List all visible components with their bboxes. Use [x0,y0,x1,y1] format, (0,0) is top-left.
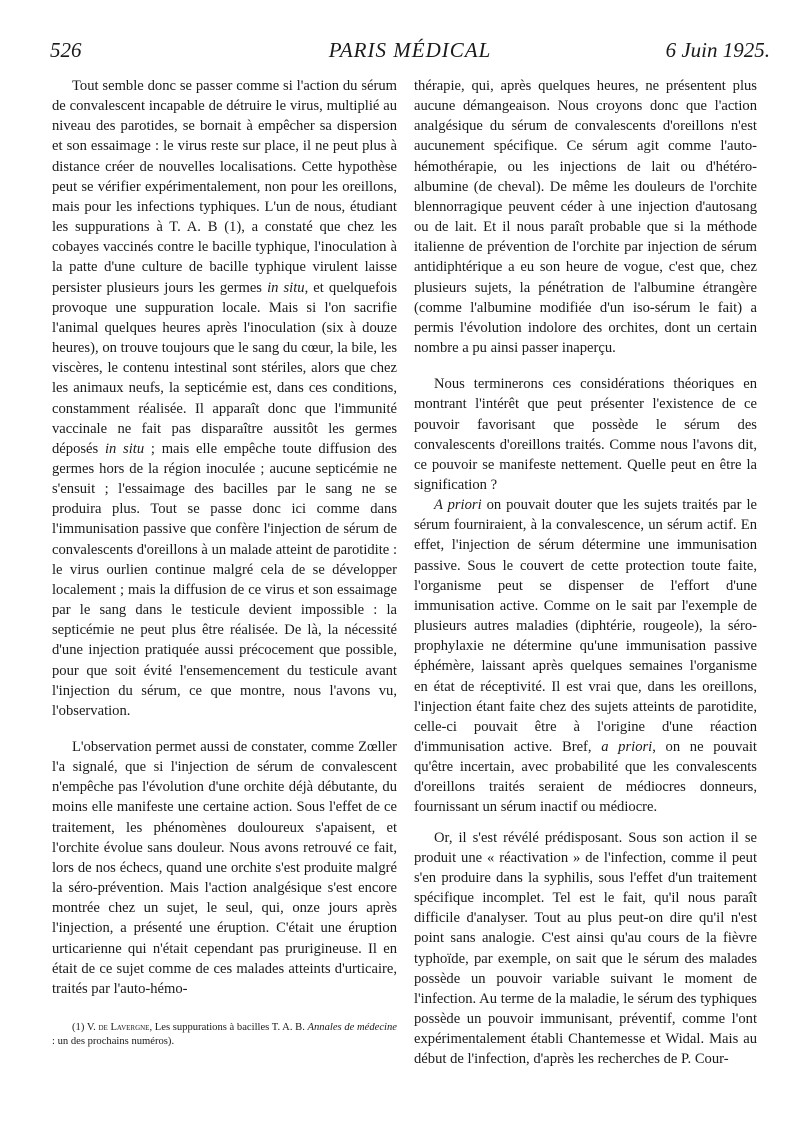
right-column [414,76,757,1070]
page-number: 526 [50,38,82,62]
journal-title: PARIS MÉDICAL [328,38,492,62]
paragraph: thérapie, qui, après quelques heures, ne présentent plus aucune démangeaison. Nous croyons donc que l'action analgésique du sérum de convalescents d'oreillons n'est aucunement spécifique. Ce sérum agit comme l'auto-hémothérapie, ou les injections de lait ou d'hétéro-albumine (de cheval). De même les douleurs de l'orchite blennorragique peuvent céder à une injection d'autosang ou de lait. Et il nous paraît probable que si la méthode italienne de prévention de l'orchite par injection de sérum antidiphtérique a eu son heure de vogue, c'est que, chez plusieurs sujets, la pénétration de l'albumine étrangère (comme l'albumine modifiée d'un iso-sérum le fait) a permis l'évolution indolore des orchites, dont un certain nombre a pu ainsi passer inaperçu. [414,78,757,357]
footnote: (1) V. de Lavergne, Les suppurations à bacilles T. A. B. Annales de médecine : un des prochains numéros). [52,1022,397,1048]
paragraph: L'observation permet aussi de constater, comme Zœller l'a signalé, que si l'injection de sérum de convalescent n'empêche pas l'évolution d'une orchite déjà débutante, du moins elle manifeste une certaine action. Sous l'effet de ce traitement, les phénomènes douloureux s'apaisent, et l'orchite évolue sans douleur. Nous avons retrouvé ce fait, lors de nos échecs, quand une orchite s'est produite malgré la séro-prévention. Mais l'action analgésique s'est encore montrée chez un sujet, le seul, qui, onze jours après l'injection, a présenté une éruption. C'était une éruption urticarienne qui n'était cependant pas prurigineuse. Il en était de ce sujet comme de ces malades atteints d'urticaire, traités par l'auto-hémo- [52,739,397,997]
page-header [50,38,770,68]
issue-date: 6 Juin 1925. [665,38,770,62]
paragraph: Tout semble donc se passer comme si l'action du sérum de convalescent incapable de détruire le virus, multiplié au niveau des parotides, se bornait à empêcher sa dispersion et son essaimage : le virus reste sur place, il ne peut plus à distance créer de nouvelles localisations. Cette hypothèse peut se vérifier expérimentalement, non pour les oreillons, mais pour les infections typhiques. L'un de nous, étudiant les suppurations à T. A. B (1), a constaté que chez les cobayes vaccinés contre le bacille typhique, l'inoculation à la patte d'une culture de bacille typhique virulent laisse persister plusieurs jours les germes in situ, et quelquefois provoque une suppuration locale. Mais si l'on sacrifie l'animal quelques heures après l'inoculation (six à douze heures), on trouve toujours que le sang du cœur, la bile, les viscères, le contenu intestinal sont stériles, alors que chez les animaux neufs, la septicémie est, dans ces conditions, constamment réalisée. Il apparaît donc que l'immunité vaccinale ne fait pas disparaître aussitôt les germes déposés in situ ; mais elle empêche toute diffusion des germes hors de la région inoculée ; aucune septicémie ne s'ensuit ; l'essaimage des bacilles par le sang ne se produira plus. Tout se passe donc ici comme dans l'immunisation passive que confère l'injection de sérum de convalescents d'oreillons à un malade atteint de parotidite : le virus ourlien continue malgré cela de se développer localement ; mais la diffusion de ce virus et son essaimage par le sang dans le testicule devient impossible : la septicémie ne peut plus être réalisée. De là, la nécessité d'une injection pratiquée aussi précocement que possible, pour que soit évité l'ensemencement du testicule avant l'injection du sérum, ce que montre, nous l'avons vu, l'observation. [52,78,397,719]
left-column [52,76,397,1049]
paragraph: A priori on pouvait douter que les sujets traités par le sérum fourniraient, à la convalescence, un sérum actif. En effet, l'injection de sérum détermine une immunisation passive. Sous le couvert de cette protection toute faite, l'organisme peut se dispenser de l'effort d'une immunisation active. Comme on le sait par l'exemple de plusieurs autres maladies (diphtérie, rougeole), la séro-prophylaxie ne détermine qu'une immunisation passive éphémère, laissant après quelques semaines l'organisme en état de réceptivité. Il est vrai que, dans les oreillons, l'injection étant faite chez des sujets atteints de parotidite, celle-ci pouvait être à l'origine d'une réaction d'immunisation active. Bref, a priori, on ne pouvait qu'être incertain, avec probabilité que les convalescents d'oreillons traités seraient de médiocres donneurs, fournissant un sérum inactif ou médiocre. [414,497,757,816]
paragraph: Or, il s'est révélé prédisposant. Sous son action il se produit une « réactivation » de l'infection, comme il peut s'en produire dans la syphilis, sous l'effet d'un traitement spécifique incomplet. Tel est le fait, qu'il nous paraît difficile d'analyser. Tout au plus peut-on dire qu'il n'est point sans analogie. C'est ainsi qu'au cours de la fièvre typhoïde, par exemple, on sait que le sérum des malades possède un pouvoir variable suivant le moment de l'infection. Au terme de la maladie, le sérum des typhiques possède un pouvoir immunisant, préventif, comme l'ont expérimentalement établi Chantemesse et Widal. Mais au début de l'infection, d'après les recherches de P. Cour- [414,829,757,1068]
paragraph: Nous terminerons ces considérations théoriques en montrant l'intérêt que peut présenter l'existence de ce pouvoir favorisant que possède le sérum des convalescents d'oreillons traités. Comme nous l'avons dit, ce pouvoir se manifeste nettement. Quelle peut en être la signification ? [414,376,757,493]
